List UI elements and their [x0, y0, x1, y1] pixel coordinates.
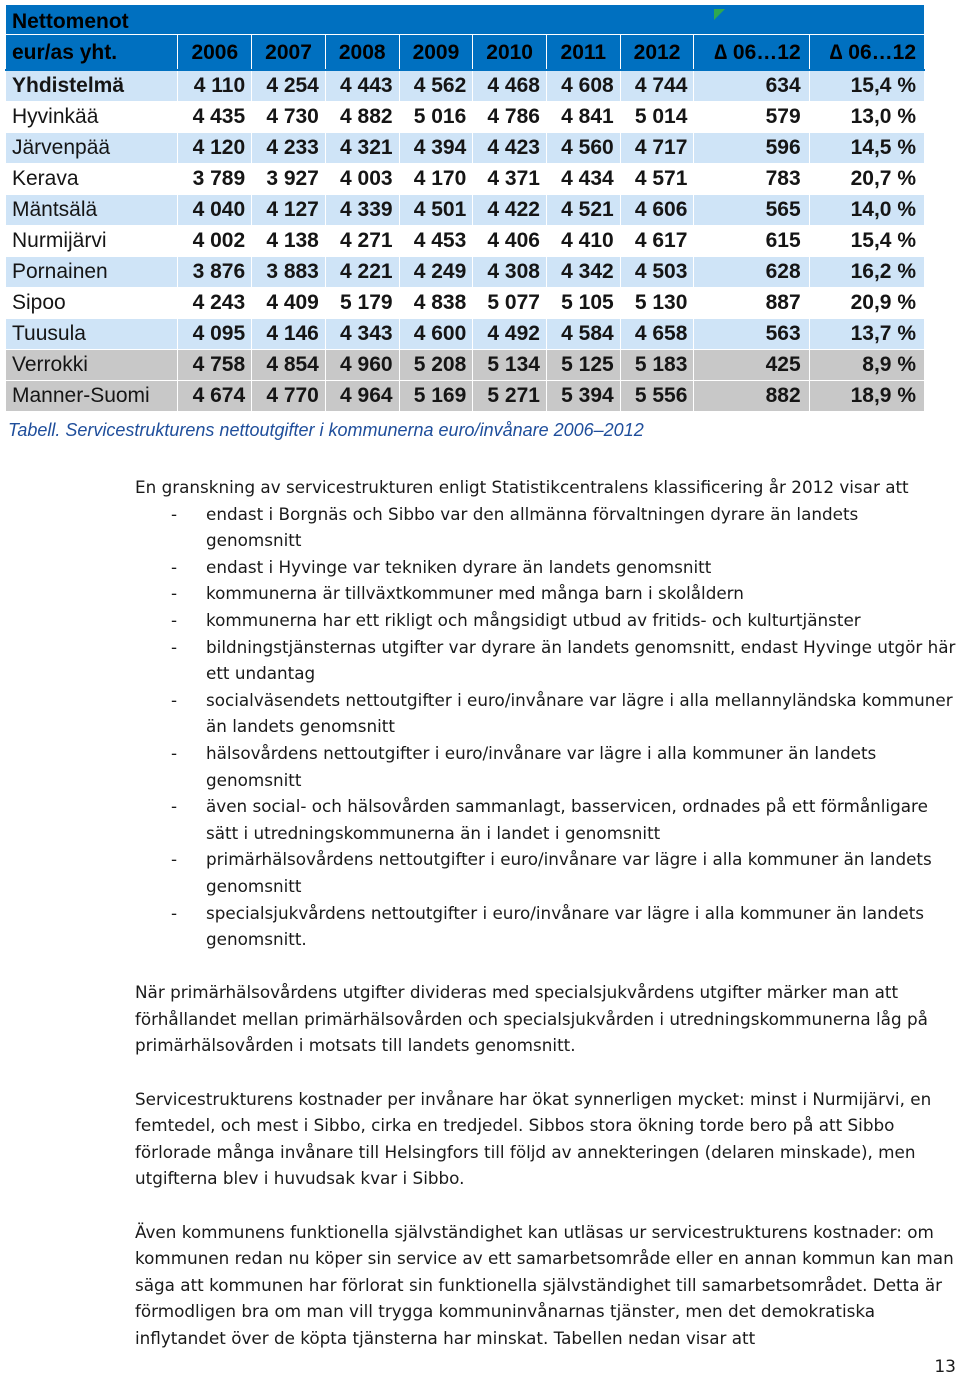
table-cell: 14,0 % [809, 194, 924, 225]
table-cell: 4 600 [399, 318, 473, 349]
table-header-title: Nettomenot [6, 5, 925, 35]
table-cell: 4 434 [546, 163, 620, 194]
row-municipality-name: Verrokki [6, 349, 178, 380]
table-cell: 5 130 [620, 287, 694, 318]
table-column-header: 2008 [325, 35, 399, 71]
table-header-subtitle: eur/as yht. [6, 35, 178, 71]
table-row [6, 380, 925, 411]
table-cell: 4 342 [546, 256, 620, 287]
table-cell: 3 876 [178, 256, 252, 287]
table-cell: 4 423 [473, 132, 547, 163]
table-cell: 4 406 [473, 225, 547, 256]
table-cell: 4 321 [325, 132, 399, 163]
table-cell: 4 562 [399, 70, 473, 102]
table-cell: 4 560 [546, 132, 620, 163]
table-cell: 4 758 [178, 349, 252, 380]
table-column-header: ∆ 06…12 [694, 35, 809, 71]
body-text [135, 474, 957, 1352]
table-body [6, 70, 925, 412]
table-cell: 5 134 [473, 349, 547, 380]
table-column-header: 2007 [252, 35, 326, 71]
table-cell: 887 [694, 287, 809, 318]
table-row [6, 256, 925, 287]
table-cell: 3 883 [252, 256, 326, 287]
table-header-row-1 [6, 5, 925, 35]
list-item: - primärhälsovårdens nettoutgifter i euro/invånare var lägre i alla kommuner än landets genomsnitt [135, 846, 957, 899]
table-cell: 4 674 [178, 380, 252, 411]
table-cell: 4 435 [178, 102, 252, 133]
findings-list [135, 501, 957, 953]
paragraph-2: Servicestrukturens kostnader per invånare har ökat synnerligen mycket: minst i Nurmijärvi, en femtedel, och mest i Sibbo, cirka en tredjedel. Sibbos stora ökning torde bero på att Sibbo förlorade många invånare till Helsingfors till följd av annekteringen (delaren minskade), men utgifterna blev i huvudsak kvar i Sibbo. [135, 1088, 932, 1189]
table-cell: 5 271 [473, 380, 547, 411]
table-cell: 4 371 [473, 163, 547, 194]
table-cell: 5 105 [546, 287, 620, 318]
table-column-header: 2010 [473, 35, 547, 71]
table-cell: 4 339 [325, 194, 399, 225]
table-cell: 4 422 [473, 194, 547, 225]
table-cell: 882 [694, 380, 809, 411]
table-cell: 3 927 [252, 163, 326, 194]
row-municipality-name: Tuusula [6, 318, 178, 349]
table-cell: 4 120 [178, 132, 252, 163]
table-cell: 5 183 [620, 349, 694, 380]
row-municipality-name: Nurmijärvi [6, 225, 178, 256]
table-row [6, 318, 925, 349]
table-row [6, 287, 925, 318]
table-cell: 4 606 [620, 194, 694, 225]
table-cell: 4 717 [620, 132, 694, 163]
table-cell: 5 556 [620, 380, 694, 411]
table-row [6, 102, 925, 133]
paragraph-1: När primärhälsovårdens utgifter divideras med specialsjukvårdens utgifter märker man att förhållandet mellan primärhälsovården och specialsjukvården i utredningskommunerna låg på primärhälsovården i motsats till landets genomsnitt. [135, 982, 928, 1056]
table-cell: 4 127 [252, 194, 326, 225]
table-cell: 4 040 [178, 194, 252, 225]
table-cell: 4 468 [473, 70, 547, 102]
table-cell: 4 608 [546, 70, 620, 102]
table-cell: 5 394 [546, 380, 620, 411]
net-expenses-table-wrap [5, 4, 925, 412]
table-cell: 4 233 [252, 132, 326, 163]
table-cell: 16,2 % [809, 256, 924, 287]
table-cell: 4 960 [325, 349, 399, 380]
table-cell: 425 [694, 349, 809, 380]
row-municipality-name: Manner-Suomi [6, 380, 178, 411]
table-cell: 4 095 [178, 318, 252, 349]
table-cell: 4 658 [620, 318, 694, 349]
table-column-header: 2009 [399, 35, 473, 71]
table-cell: 4 308 [473, 256, 547, 287]
table-cell: 783 [694, 163, 809, 194]
list-item: - även social- och hälsovården sammanlagt, basservicen, ordnades på ett förmånligare sätt i utredningskommunerna än i landet i genomsnitt [135, 793, 957, 846]
row-municipality-name: Mäntsälä [6, 194, 178, 225]
row-municipality-name: Järvenpää [6, 132, 178, 163]
table-cell: 4 838 [399, 287, 473, 318]
table-cell: 5 169 [399, 380, 473, 411]
table-cell: 4 249 [399, 256, 473, 287]
net-expenses-table [5, 4, 925, 412]
table-cell: 4 410 [546, 225, 620, 256]
table-caption: Tabell. Servicestrukturens nettoutgifter i kommunerna euro/invånare 2006–2012 [8, 420, 644, 440]
table-cell: 4 571 [620, 163, 694, 194]
table-cell: 4 503 [620, 256, 694, 287]
table-cell: 4 002 [178, 225, 252, 256]
table-column-header: 2011 [546, 35, 620, 71]
row-municipality-name: Pornainen [6, 256, 178, 287]
table-row [6, 132, 925, 163]
table-cell: 4 854 [252, 349, 326, 380]
page-number: 13 [934, 1357, 956, 1377]
list-item: - kommunerna har ett rikligt och mångsidigt utbud av fritids- och kulturtjänster [135, 607, 957, 634]
table-cell: 5 014 [620, 102, 694, 133]
table-cell: 4 964 [325, 380, 399, 411]
table-cell: 4 841 [546, 102, 620, 133]
table-cell: 4 786 [473, 102, 547, 133]
table-cell: 15,4 % [809, 70, 924, 102]
table-cell: 4 501 [399, 194, 473, 225]
row-municipality-name: Hyvinkää [6, 102, 178, 133]
table-cell: 8,9 % [809, 349, 924, 380]
cell-comment-marker [714, 9, 725, 20]
table-cell: 4 492 [473, 318, 547, 349]
table-cell: 5 208 [399, 349, 473, 380]
table-row [6, 349, 925, 380]
table-cell: 4 138 [252, 225, 326, 256]
table-cell: 563 [694, 318, 809, 349]
table-row [6, 225, 925, 256]
table-cell: 4 343 [325, 318, 399, 349]
table-cell: 4 521 [546, 194, 620, 225]
row-municipality-name: Sipoo [6, 287, 178, 318]
table-cell: 18,9 % [809, 380, 924, 411]
table-cell: 4 409 [252, 287, 326, 318]
table-cell: 5 016 [399, 102, 473, 133]
table-cell: 4 146 [252, 318, 326, 349]
table-cell: 15,4 % [809, 225, 924, 256]
table-cell: 4 453 [399, 225, 473, 256]
list-item: - bildningstjänsternas utgifter var dyrare än landets genomsnitt, endast Hyvinge utgör här ett undantag [135, 634, 957, 687]
table-cell: 4 170 [399, 163, 473, 194]
list-item: - hälsovårdens nettoutgifter i euro/invånare var lägre i alla kommuner än landets genomsnitt [135, 740, 957, 793]
table-column-header: 2006 [178, 35, 252, 71]
table-cell: 4 221 [325, 256, 399, 287]
table-cell: 13,7 % [809, 318, 924, 349]
intro-paragraph: En granskning av servicestrukturen enligt Statistikcentralens klassificering år 2012 visar att [135, 477, 909, 497]
table-column-header: 2012 [620, 35, 694, 71]
table-cell: 634 [694, 70, 809, 102]
row-municipality-name: Yhdistelmä [6, 70, 178, 102]
table-cell: 4 254 [252, 70, 326, 102]
table-cell: 5 077 [473, 287, 547, 318]
list-item: - kommunerna är tillväxtkommuner med många barn i skolåldern [135, 580, 957, 607]
table-cell: 4 271 [325, 225, 399, 256]
list-item: - socialväsendets nettoutgifter i euro/invånare var lägre i alla mellannyländska kommuner än landets genomsnitt [135, 687, 957, 740]
table-row [6, 163, 925, 194]
table-row [6, 70, 925, 102]
table-cell: 579 [694, 102, 809, 133]
table-cell: 5 179 [325, 287, 399, 318]
table-cell: 4 584 [546, 318, 620, 349]
table-cell: 20,9 % [809, 287, 924, 318]
table-cell: 596 [694, 132, 809, 163]
list-item: - endast i Borgnäs och Sibbo var den allmänna förvaltningen dyrare än landets genomsnitt [135, 501, 957, 554]
table-cell: 4 730 [252, 102, 326, 133]
table-cell: 4 617 [620, 225, 694, 256]
table-row [6, 194, 925, 225]
table-cell: 4 243 [178, 287, 252, 318]
table-cell: 14,5 % [809, 132, 924, 163]
table-cell: 565 [694, 194, 809, 225]
table-cell: 3 789 [178, 163, 252, 194]
paragraph-3: Även kommunens funktionella självständighet kan utläsas ur servicestrukturens kostnader: om kommunen redan nu köper sin service av ett samarbetsområde eller en annan kommun kan man säga att kommunen har förlorat sin funktionella självständighet till samarbetsområdet. Detta är förmodligen bra om man vill trygga kommuninvånarnas tjänster, men det demokratiska inflytandet över de köpta tjänsterna har minskat. Tabellen nedan visar att [135, 1221, 954, 1348]
table-column-header: ∆ 06…12 [809, 35, 924, 71]
table-cell: 5 125 [546, 349, 620, 380]
table-cell: 4 744 [620, 70, 694, 102]
table-cell: 20,7 % [809, 163, 924, 194]
list-item: - endast i Hyvinge var tekniken dyrare än landets genomsnitt [135, 554, 957, 581]
table-cell: 4 394 [399, 132, 473, 163]
table-cell: 13,0 % [809, 102, 924, 133]
list-item: - specialsjukvårdens nettoutgifter i euro/invånare var lägre i alla kommuner än landets genomsnitt. [135, 900, 957, 953]
table-header-row-2 [6, 35, 925, 71]
table-cell: 615 [694, 225, 809, 256]
table-cell: 4 770 [252, 380, 326, 411]
table-cell: 4 443 [325, 70, 399, 102]
table-cell: 628 [694, 256, 809, 287]
table-cell: 4 882 [325, 102, 399, 133]
row-municipality-name: Kerava [6, 163, 178, 194]
table-cell: 4 110 [178, 70, 252, 102]
table-cell: 4 003 [325, 163, 399, 194]
